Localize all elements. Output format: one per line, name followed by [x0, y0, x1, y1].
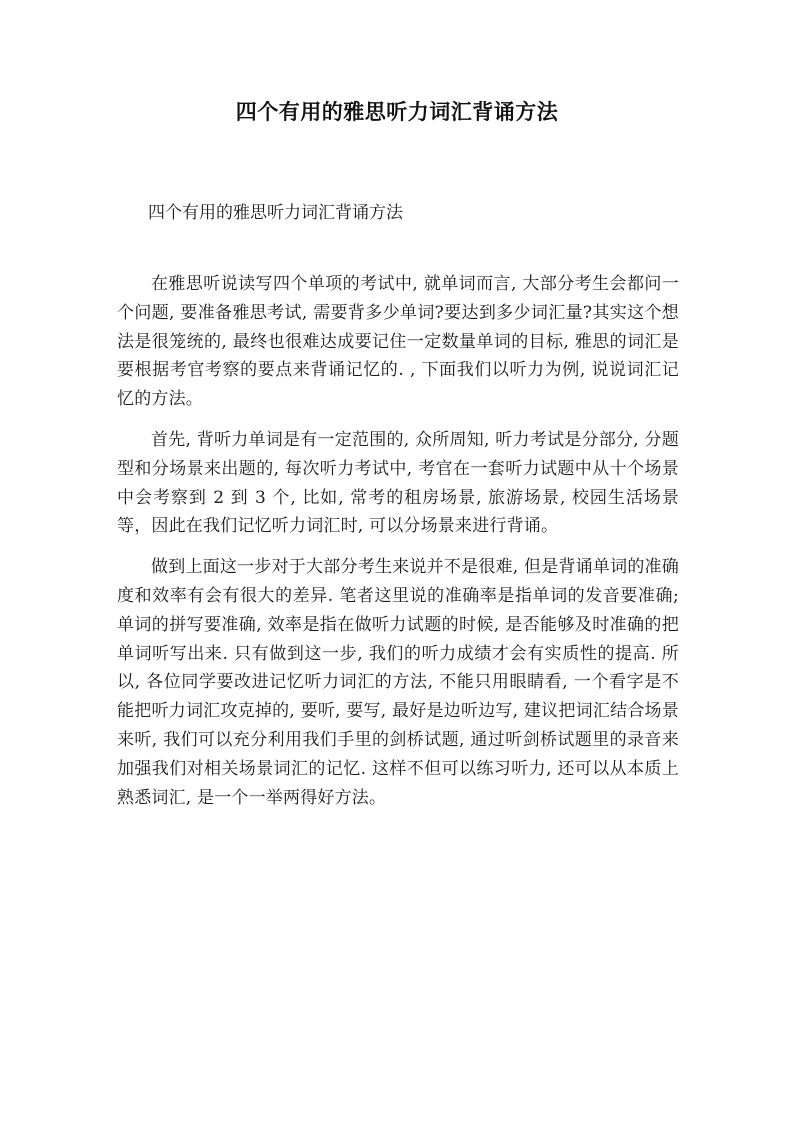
body-paragraph-3: 做到上面这一步对于大部分考生来说并不是很难, 但是背诵单词的准确度和效率有会有很大的差异. 笔者这里说的准确率是指单词的发音要准确; 单词的拼写要准确, 效率是指在做听力试题的时候, 是否能够及时准确的把单词听写出来. 只有做到这一步, 我们的听力成绩才会有实质性的提高. 所以, 各位同学要改进记忆听力词汇的方法, 不能只用眼睛看, 一个看字是不能把听力词汇攻克掉的, 要听, 要写, 最好是边听边写, 建议把词汇结合场景来听, 我们可以充分利用我们手里的剑桥试题, 通过听剑桥试题里的录音来加强我们对相关场景词汇的记忆. 这样不但可以练习听力, 还可以从本质上熟悉词汇, 是一个一举两得好方法。 — [117, 557, 679, 808]
body-paragraph-1: 在雅思听说读写四个单项的考试中, 就单词而言, 大部分考生会都问一个问题, 要准备雅思考试, 需要背多少单词?要达到多少词汇量?其实这个想法是很笼统的, 最终也很难达成要记住一定数量单词的目标, 雅思的词汇是要根据考官考察的要点来背诵记忆的. , 下面我们以听力为例, 说说词汇记忆的方法。 — [117, 274, 679, 410]
document-body — [117, 270, 679, 824]
page-title: 四个有用的雅思听力词汇背诵方法 — [235, 99, 559, 124]
body-paragraph-2: 首先, 背听力单词是有一定范围的, 众所周知, 听力考试是分部分, 分题型和分场景来出题的, 每次听力考试中, 考官在一套听力试题中从十个场景中会考察到 2 到 3 个, 比如, 常考的租房场景, 旅游场景, 校园生活场景等，因此在我们记忆听力词汇时, 可以分场景来进行背诵。 — [117, 429, 679, 537]
document-subtitle: 四个有用的雅思听力词汇背诵方法 — [148, 203, 403, 223]
